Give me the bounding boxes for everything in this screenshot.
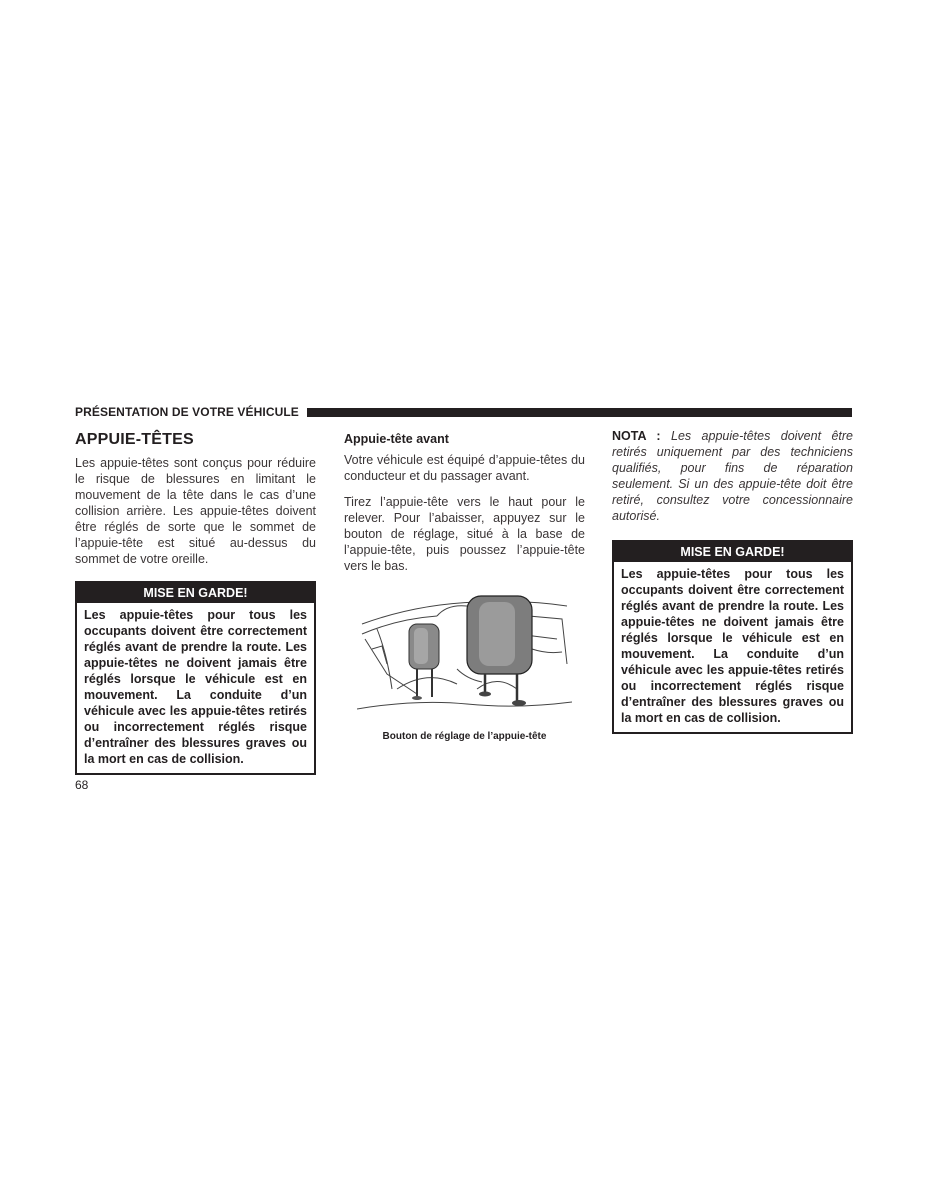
column-right bbox=[612, 428, 853, 734]
headrest-figure bbox=[344, 594, 585, 742]
warning-box-right bbox=[612, 540, 853, 734]
warning-text: Les appuie-têtes pour tous les occupants doivent être correctement réglés avant de prendre la route. Les appuie-têtes ne doivent jamais être réglés lorsque le véhicule est en mouvement. La conduite d’un véhicule avec les appuie-têtes retirés ou incorrectement réglés risque d’entraîner des blessures graves ou la mort en cas de collision. bbox=[621, 567, 844, 725]
warning-text: Les appuie-têtes pour tous les occupants doivent être correctement réglés avant de prendre la route. Les appuie-têtes ne doivent jamais être réglés lorsque le véhicule est en mouvement. La conduite d’un véhicule avec les appuie-têtes retirés ou incorrectement réglés risque d’entraîner des blessures graves ou la mort en cas de collision. bbox=[84, 608, 307, 766]
note-text: Les appuie-têtes doivent être retirés uniquement par des techniciens qualifiés, pour fins de réparation seulement. Si un des appuie-tête doit être retiré, consultez votre concessionnaire autorisé. bbox=[612, 429, 853, 523]
paragraph-equipment: Votre véhicule est équipé d’appuie-têtes du conducteur et du passager avant. bbox=[344, 453, 585, 483]
subsection-title: Appuie-tête avant bbox=[344, 432, 449, 446]
intro-paragraph: Les appuie-têtes sont conçus pour réduire le risque de blessures en limitant le mouvement de la tête dans le cas d’une collision arrière. Les appuie-têtes doivent être réglés de sorte que le sommet de l’appuie-tête est situé au-dessus du sommet de votre oreille. bbox=[75, 456, 316, 566]
headrest-illustration bbox=[357, 594, 572, 719]
figure-caption: Bouton de réglage de l’appuie-tête bbox=[382, 731, 547, 742]
header-rule bbox=[307, 408, 852, 417]
section-header: PRÉSENTATION DE VOTRE VÉHICULE bbox=[75, 405, 299, 419]
section-title: APPUIE-TÊTES bbox=[75, 431, 194, 448]
paragraph-adjustment: Tirez l’appuie-tête vers le haut pour le relever. Pour l’abaisser, appuyez sur le bouton de réglage, situé à la base de l’appuie-tête, puis poussez l’appuie-tête vers le bas. bbox=[344, 495, 585, 573]
column-left bbox=[75, 428, 316, 775]
warning-title: MISE EN GARDE! bbox=[614, 542, 851, 562]
page-number: 68 bbox=[75, 778, 89, 792]
column-middle bbox=[344, 428, 585, 742]
warning-title: MISE EN GARDE! bbox=[77, 583, 314, 603]
warning-box-left bbox=[75, 581, 316, 775]
note-paragraph bbox=[612, 428, 853, 524]
note-label: NOTA : bbox=[612, 429, 661, 443]
